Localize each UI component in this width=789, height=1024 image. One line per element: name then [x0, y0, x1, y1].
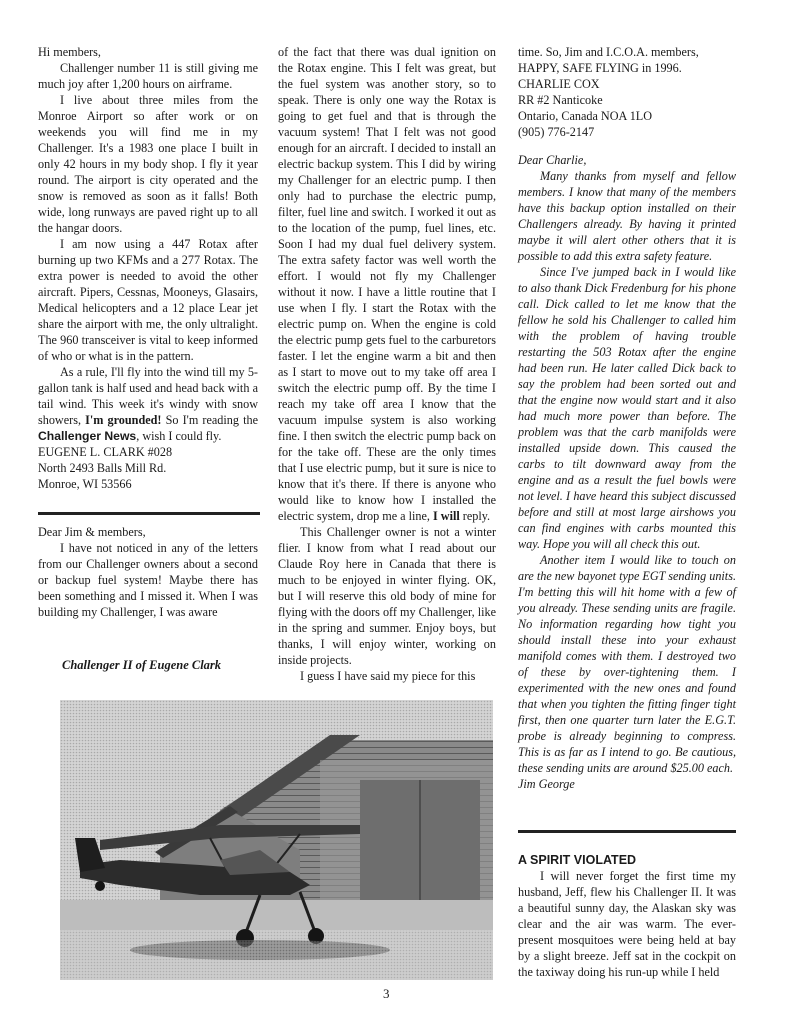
column-3	[518, 44, 736, 792]
letter2-closing: time. So, Jim and I.C.O.A. members, HAPPY, SAFE FLYING in 1996.	[518, 45, 699, 75]
plane-photo	[60, 700, 493, 980]
letter1-salutation: Hi members,	[38, 45, 101, 59]
reply-signature: Jim George	[518, 777, 575, 791]
bold-phrase: I will	[433, 509, 460, 523]
signature-line: Monroe, WI 53566	[38, 477, 132, 491]
article-headline: A SPIRIT VIOLATED	[518, 853, 637, 867]
bold-phrase: I'm grounded!	[85, 413, 162, 427]
signature-line: CHARLIE COX	[518, 77, 600, 91]
reply-salutation: Dear Charlie,	[518, 153, 587, 167]
letter2-paragraph: I guess I have said my piece for this	[300, 669, 476, 683]
letter2-paragraph: I have not noticed in any of the letters from our Challenger owners about a second or backup fuel system! Maybe there has been something and I missed it. When I was building my Challenger, I was aware	[38, 541, 258, 619]
signature-line: RR #2 Nanticoke	[518, 93, 603, 107]
signature-line: EUGENE L. CLARK #028	[38, 445, 173, 459]
letter2-paragraph: This Challenger owner is not a winter flier. I know from what I read about our Claude Roy here in Canada that there is much to be enjoyed in winter flying. OK, but I will reserve this old body of mine for flying with the doors off my Challenger, like in the spring and summer. Enjoy boys, but thanks, I will enjoy winter, working on inside projects.	[278, 525, 496, 667]
letter2-salutation: Dear Jim & members,	[38, 525, 146, 539]
section-divider	[518, 830, 736, 833]
letter1-paragraph: As a rule, I'll fly into the wind till my 5-gallon tank is half used and head back with a tail wind. This week it's windy with snow showers, I'm grounded! So I'm reading the Challenger News, wish I could fly.	[38, 365, 258, 443]
letter2-paragraph: of the fact that there was dual ignition on the Rotax engine. This I felt was great, but the fuel system was another story, so to speak. There is only one way the Rotax is going to get fuel and that is through the vacuum system! That I felt was not good enough for an aircraft. I decided to install an electric backup system. This I did by wiring my Challenger for an electric pump. I then only had to purchase the electric pump, filter, fuel line and switch. I worked it out as to the location of the pump, fuel lines, etc. Soon I had my dual fuel delivery system. The extra safety factor was well worth the effort. I would not fly my Challenger without it now. I have a little routine that I use when I fly. I start the Rotax with the electric pump on. When the engine is cold the electric pump gets fuel to the carburetors faster. I let the engine warm a bit and then as I start to move out to my take off area I switch the electric pump off. By the time I reach my take off area I know that the vacuum impulse system is also working fine. I then switch the electric pump back on for the take off. These are the only times that I use electric pump, but it sure is nice to know that it's there. If there is anyone who would like to know how I installed the electric system, drop me a line, I will reply.	[278, 45, 496, 523]
column-1-lower	[38, 524, 258, 620]
section-divider	[38, 512, 260, 515]
column-1	[38, 44, 258, 492]
letter1-paragraph: I am now using a 447 Rotax after burning up two KFMs and a 277 Rotax. The extra power is needed to avoid the other aircraft. Pipers, Cessnas, Mooneys, Glasairs, Medical helicopters and a 12 place Lear jet share the airport with me, the only ultralight. The 960 transceiver is vital to keep informed of who or what is in the pattern.	[38, 237, 258, 363]
letter1-paragraph: Challenger number 11 is still giving me much joy after 1,200 hours on airframe.	[38, 61, 258, 91]
reply-paragraph: Many thanks from myself and fellow members. I know that many of the members have this backup option installed on their Challengers already. By having it printed maybe it will alert other others that it is possible to add this extra safety feature.	[518, 169, 736, 263]
signature-line: North 2493 Balls Mill Rd.	[38, 461, 167, 475]
article-paragraph: I will never forget the first time my husband, Jeff, flew his Challenger II. It was a beautiful sunny day, the Alaskan sky was clear and the air was warm. The ever-present mosquitoes were being held at bay by a slight breeze. Jeff sat in the cockpit on the taxiway doing his run-up while I held	[518, 869, 736, 979]
photo-caption: Challenger II of Eugene Clark	[62, 658, 222, 672]
signature-line: (905) 776-2147	[518, 125, 595, 139]
letter1-paragraph: I live about three miles from the Monroe Airport so after work or on weekends you will find me in my Challenger. It's a 1983 one place I built in only 42 hours in my body shop. I fly it year round. The airport is city operated and the snow is removed as soon as it falls! Both wide, long runways are paved right up to all the hangar doors.	[38, 93, 258, 235]
reply-paragraph: Since I've jumped back in I would like to also thank Dick Fredenburg for his phone call. Dick called to let me know that the fellow he sold his Challenger to called him with the problem of having trouble restarting the 503 Rotax after the engine had been run. He later called Dick back to say the problem had been sorted out and that the engine now would start and it also had much more power than before. The problem was that the carb manifolds were installed upside down. This caused the carbs to tilt downward away from the engine and as a result the fuel bowls were not level. I have heard this subject discussed before and still at most large airshows you can find engines with carbs mounted this way. Hope you will all check this out.	[518, 265, 736, 551]
column-2	[278, 44, 496, 684]
signature-line: Ontario, Canada NOA 1LO	[518, 109, 653, 123]
newsletter-name: Challenger News	[38, 429, 137, 443]
article	[518, 852, 736, 980]
page-number: 3	[383, 986, 390, 1001]
reply-paragraph: Another item I would like to touch on are the new bayonet type EGT sending units. I'm betting this will hit home with a few of you already. These sending units are fragile. No information regarding how tight you should install these into your exhaust manifold comes with them. I destroyed two of these by over-tightening them. I experimented with the new ones and found that when you tighten the fitting finger tight first, then one quarter turn later the E.G.T. probe is already beginning to compress. This is as far as I intend to go. Be cautious, these sending units are around $25.00 each.	[518, 553, 736, 775]
